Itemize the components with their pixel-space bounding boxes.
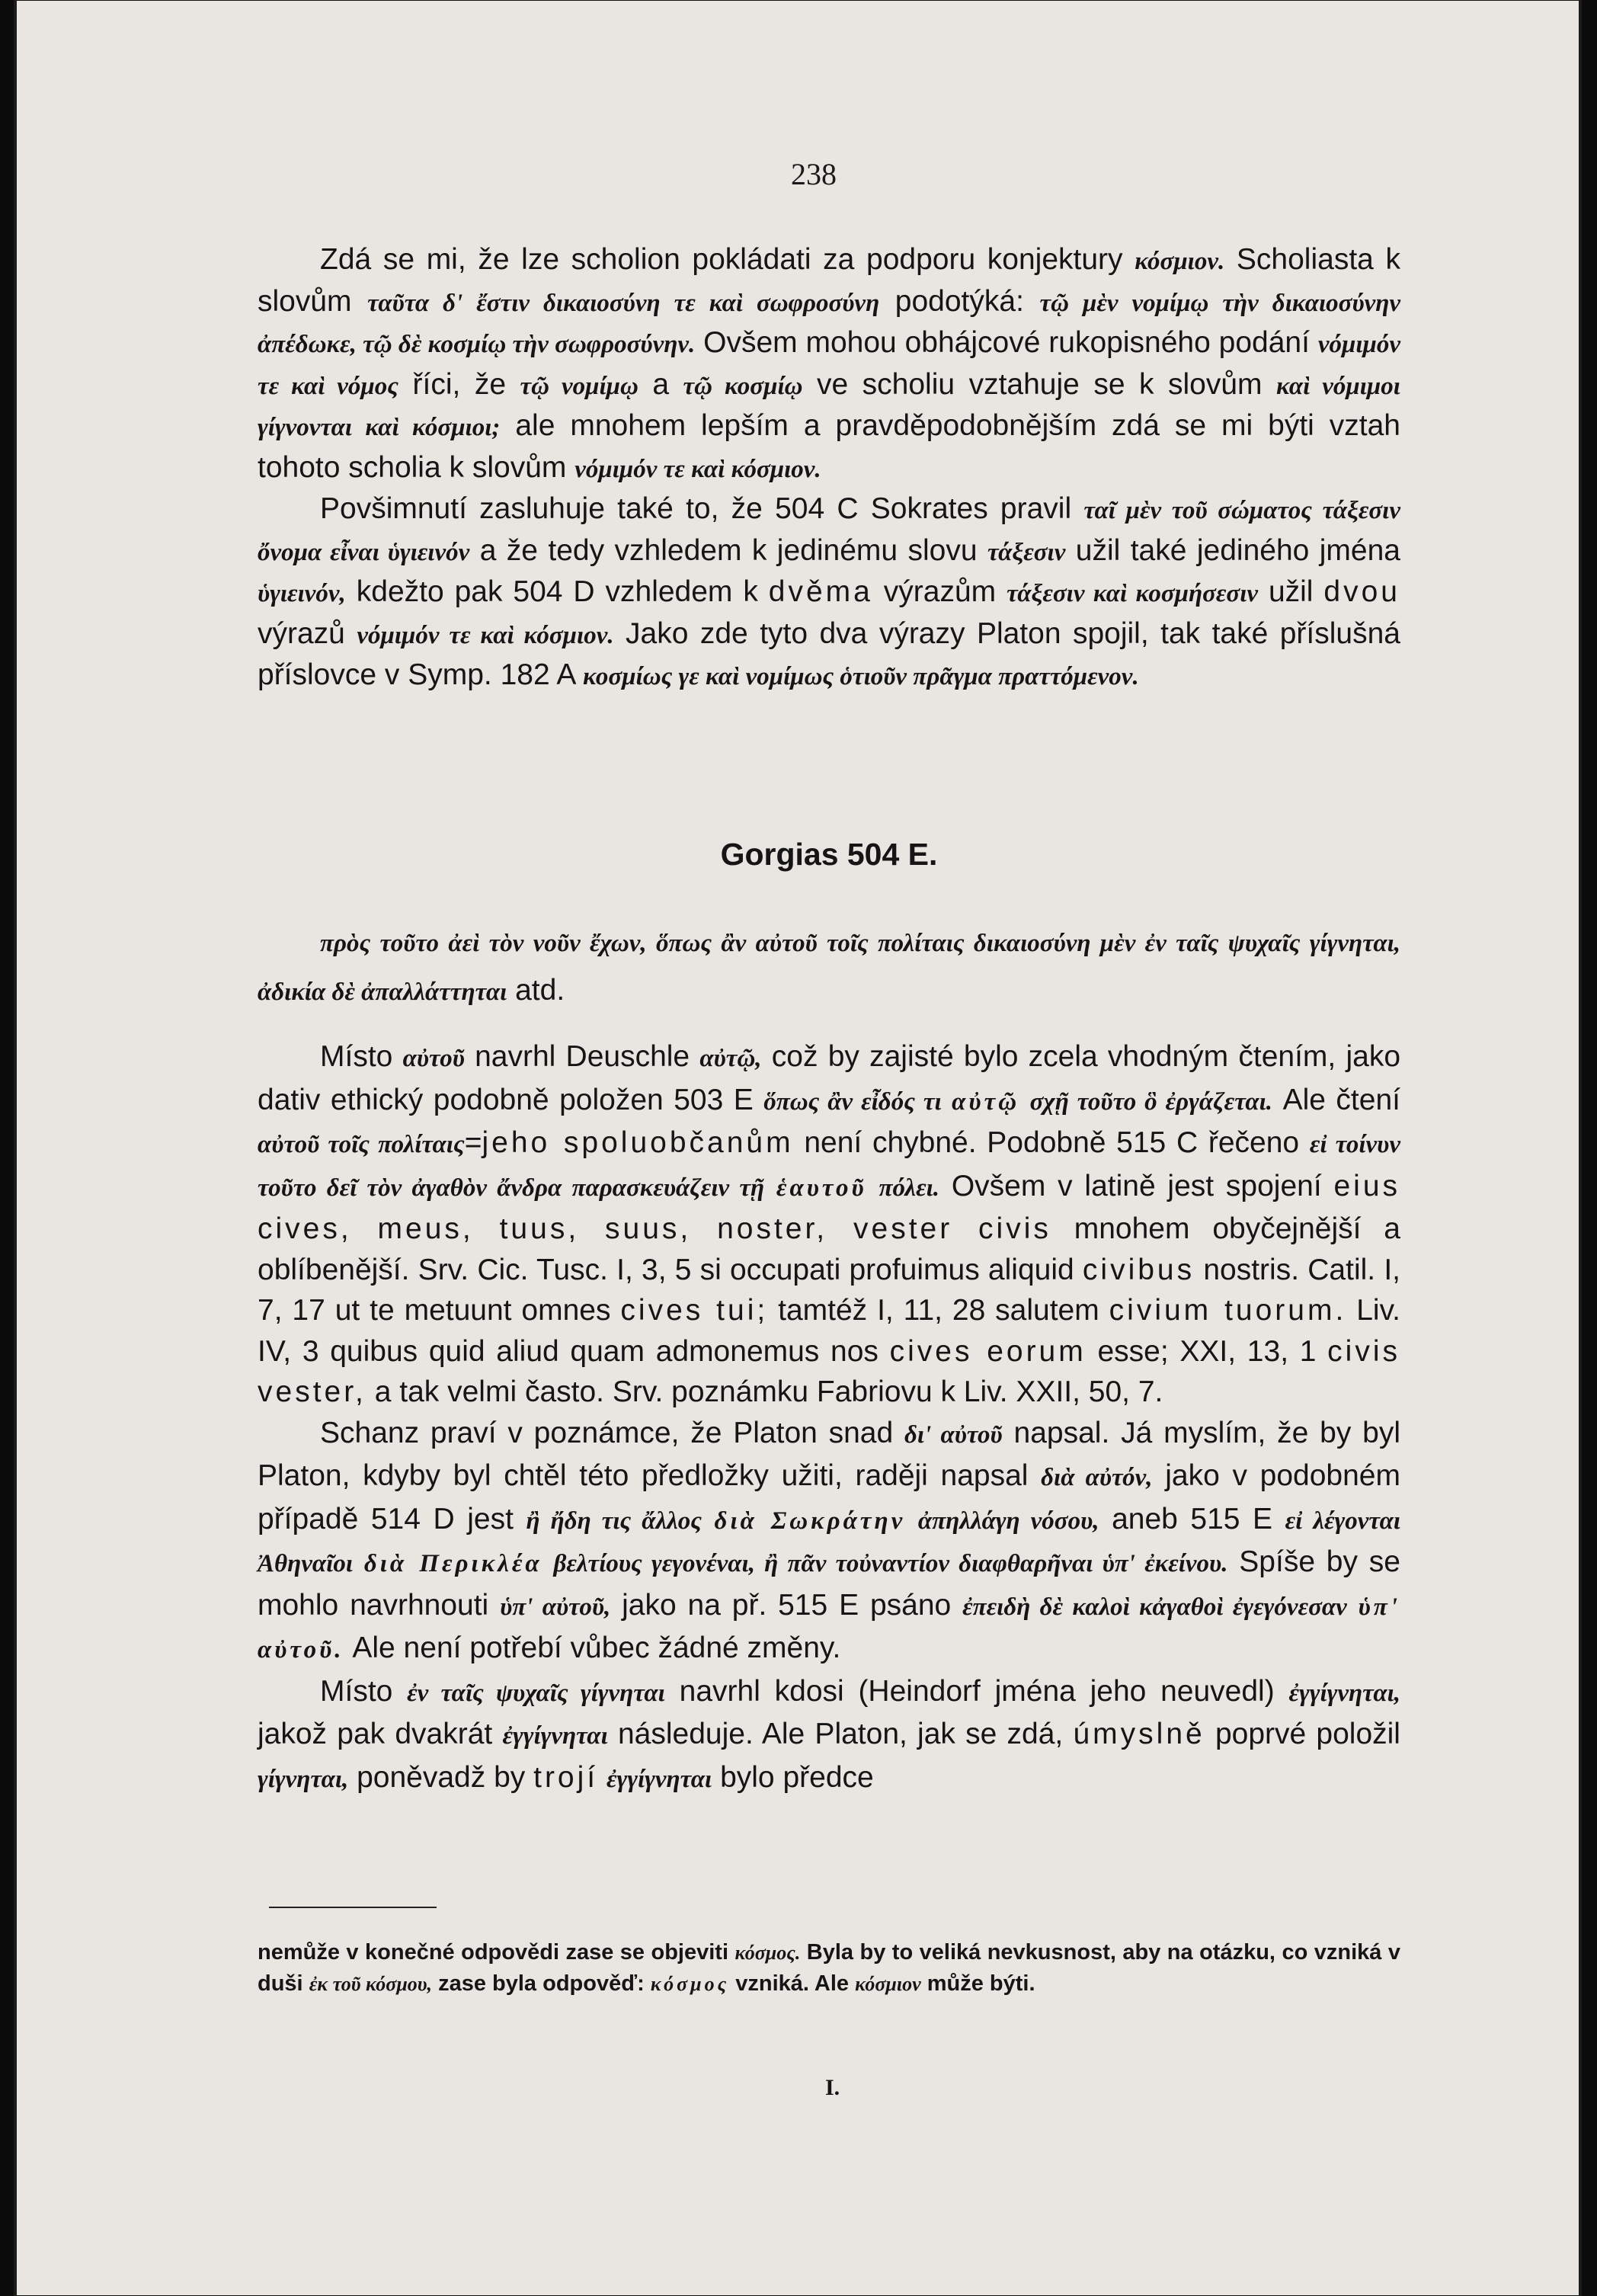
signature-mark: I.: [825, 2075, 840, 2100]
right-page-edge: [1579, 0, 1582, 2296]
footnote-rule: [269, 1907, 437, 1908]
paragraph-5: Místo ἐν ταῖς ψυχαῖς γίγνηται navrhl kdosi (Heindorf jména jeho neuvedl) ἐγγίγνηται, jakož pak dvakrát ἐγγίγνηται následuje. Ale Platon, jak se zdá, úmyslně poprvé položil γίγνηται, poněvadž by trojí ἐγγίγνηται bylo předce: [258, 1674, 1401, 1794]
paragraph-1: Zdá se mi, že lze scholion pokládati za podporu konjektury κόσμιον. Scholiasta k slovům ταῦτα δ' ἔστιν δικαιοσύνη τε καὶ σωφροσύνη podotýká: τῷ μὲν νομίμῳ τὴν δικαιοσύνην ἀπέδωκε, τῷ δὲ κοσμίῳ τὴν σωφροσύνην. Ovšem mohou obhájcové rukopisného podání νόμιμόν τε καὶ νόμος říci, že τῷ νομίμῳ a τῷ κοσμίῳ ve scholiu vztahuje se k slovům καὶ νόμιμοι γίγνονται καὶ κόσμιοι; ale mnohem lepším a pravděpodobnějším zdá se mi býti vztah tohoto scholia k slovům νόμιμόν τε καὶ κόσμιον.: [258, 243, 1401, 484]
section-heading: Gorgias 504 E.: [720, 837, 938, 872]
document-page: [14, 0, 1582, 2296]
intro-section: [258, 240, 1400, 697]
commentary-section: [258, 1036, 1400, 1800]
footnote: nemůže v konečné odpovědi zase se objeviti κόσμος. Byla by to veliká nevkusnost, aby na otázku, co vzniká v duši ἐκ τοῦ κόσμου, zase byla odpověď: κόσμος vzniká. Ale κόσμιον může býti.: [258, 1940, 1400, 1996]
left-page-edge: [14, 0, 17, 2296]
page-number: 238: [791, 157, 837, 191]
paragraph-3: Místo αὐτοῦ navrhl Deuschle αὐτῷ, což by zajisté bylo zcela vhodným čtením, jako dativ ethický podobně položen 503 E ὅπως ἂν εἶδός τι αὐτῷ σχῇ τοῦτο ὃ ἐργάζεται. Ale čtení αὐτοῦ τοῖς πολίταις=jeho spoluobčanům není chybné. Podobně 515 C řečeno εἰ τοίνυν τοῦτο δεῖ τὸν ἀγαθὸν ἄνδρα παρασκευάζειν τῇ ἑαυτοῦ πόλει. Ovšem v latině jest spojení eius cives, meus, tuus, suus, noster, vester civis mnohem obyčejnější a oblíbenější. Srv. Cic. Tusc. I, 3, 5 si occupati profuimus aliquid civibus nostris. Catil. I, 7, 17 ut te metuunt omnes cives tui; tamtéž I, 11, 28 salutem civium tuorum. Liv. IV, 3 quibus quid aliud quam admonemus nos cives eorum esse; XXI, 13, 1 civis vester, a tak velmi často. Srv. poznámku Fabriovu k Liv. XXII, 50, 7.: [258, 1040, 1401, 1408]
greek-quotation: πρὸς τοῦτο ἀεὶ τὸν νοῦν ἔχων, ὅπως ἂν αὐτοῦ τοῖς πολίταις δικαιοσύνη μὲν ἐν ταῖς ψυχαῖς γίγνηται, ἀδικία δὲ ἀπαλλάττηται atd.: [258, 930, 1400, 1007]
paragraph-4: Schanz praví v poznámce, že Platon snad δι' αὐτοῦ napsal. Já myslím, že by byl Platon, kdyby byl chtěl této předložky užiti, raději napsal διὰ αὐτόν, jako v podobném případě 514 D jest ἢ ἤδη τις ἄλλος διὰ Σωκράτην ἀπηλλάγη νόσου, aneb 515 E εἰ λέγονται Ἀθηναῖοι διὰ Περικλέα βελτίους γεγονέναι, ἢ πᾶν τοὐναντίον διαφθαρῆναι ὑπ' ἐκείνου. Spíše by se mohlo navrhnouti ὑπ' αὐτοῦ, jako na př. 515 E psáno ἐπειδὴ δὲ καλοὶ κἀγαθοὶ ἐγεγόνεσαν ὑπ' αὐτοῦ. Ale není potřebí vůbec žádné změny.: [258, 1416, 1401, 1664]
paragraph-2: Povšimnutí zasluhuje také to, že 504 C Sokrates pravil ταῖ μὲν τοῦ σώματος τάξεσιν ὄνομα εἶναι ὑγιεινόν a že tedy vzhledem k jedinému slovu τάξεσιν užil také jediného jména ὑγιεινόν, kdežto pak 504 D vzhledem k dvěma výrazům τάξεσιν καὶ κοσμήσεσιν užil dvou výrazů νόμιμόν τε καὶ κόσμιον. Jako zde tyto dva výrazy Platon spojil, tak také příslušná příslovce v Symp. 182 A κοσμίως γε καὶ νομίμως ὁτιοῦν πρᾶγμα πραττόμενον.: [258, 492, 1400, 691]
